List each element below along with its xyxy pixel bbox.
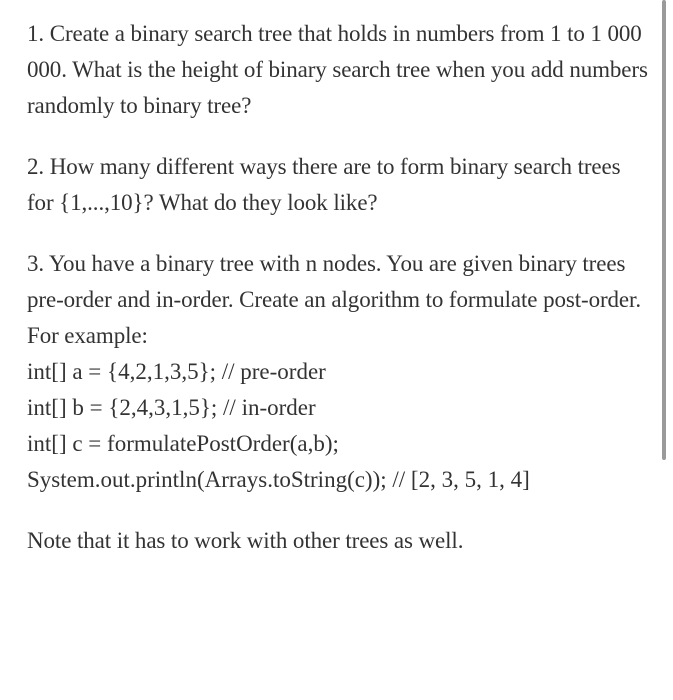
code-line-println: System.out.println(Arrays.toString(c)); // [2, 3, 5, 1, 4] xyxy=(27,467,530,492)
vertical-scrollbar[interactable] xyxy=(662,0,666,460)
code-line-in-order: int[] b = {2,4,3,1,5}; // in-order xyxy=(27,395,316,420)
question-1: 1. Create a binary search tree that holds in numbers from 1 to 1 000 000. What is the height of binary search tree when you add numbers randomly to binary tree? xyxy=(27,21,648,118)
question-2: 2. How many different ways there are to form binary search trees for {1,...,10}? What do they look like? xyxy=(27,154,621,215)
question-3: 3. You have a binary tree with n nodes. You are given binary trees pre-order and in-order. Create an algorithm to formulate post-order. For example: xyxy=(27,251,641,348)
closing-note: Note that it has to work with other trees as well. xyxy=(27,528,464,553)
code-line-pre-order: int[] a = {4,2,1,3,5}; // pre-order xyxy=(27,359,326,384)
document-body xyxy=(27,16,652,559)
code-line-formulate: int[] c = formulatePostOrder(a,b); xyxy=(27,431,339,456)
